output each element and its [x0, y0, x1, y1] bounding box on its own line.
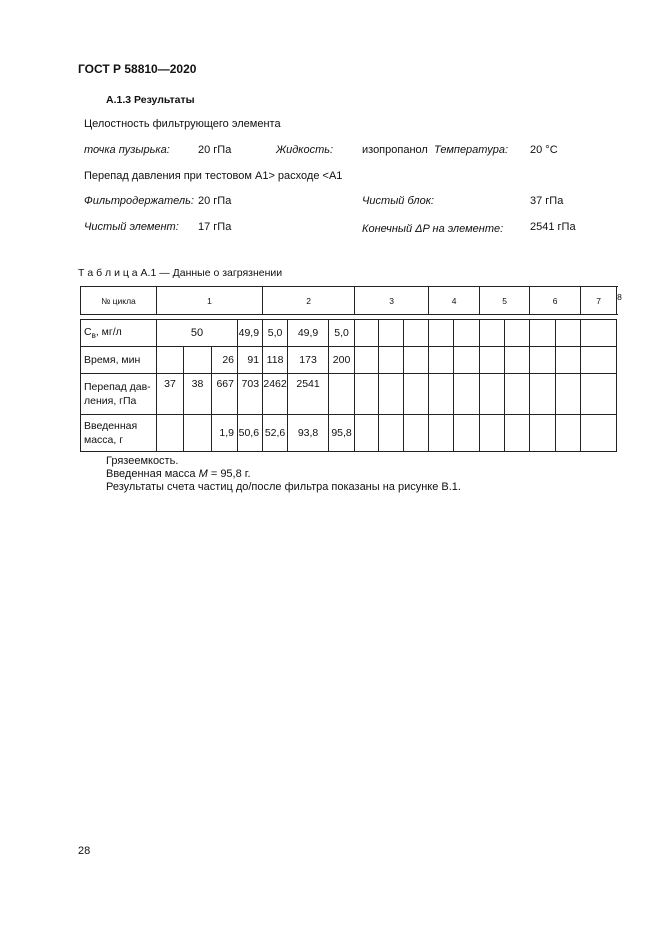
filter-holder-value: 20 гПа [198, 195, 232, 207]
document-header: ГОСТ Р 58810—2020 [78, 62, 197, 76]
row-label-pressure-drop [81, 374, 157, 415]
table-row-mass [81, 415, 617, 452]
header-cycle-2: 2 [263, 287, 355, 315]
header-cycle-1: 1 [157, 287, 263, 315]
mass-label-line1: Введенная [84, 420, 138, 432]
dp-value-1: 37 [157, 374, 184, 415]
pressure-drop-text: Перепад давления при тестовом А1> расходе <А1 [84, 170, 343, 182]
row-label-time: Время, мин [81, 347, 157, 374]
dp-value-4: 703 [238, 374, 263, 415]
note-mass-value: = 95,8 г. [207, 468, 251, 480]
final-dp-value: 2541 гПа [530, 221, 576, 233]
temperature-label: Температура: [434, 144, 509, 156]
row-label-mass [81, 415, 157, 452]
conc-label-rest: , мг/л [95, 325, 122, 338]
mass-value-3: 52,6 [263, 415, 288, 452]
integrity-text: Целостность фильтрующего элемента [84, 118, 281, 130]
table-row-pressure-drop [81, 374, 617, 415]
page-number: 28 [78, 845, 91, 857]
conc-label-main: C [84, 325, 92, 338]
liquid-value: изопропанол [362, 144, 428, 156]
conc-value-3: 5,0 [263, 320, 288, 347]
table-header-row: № цикла 1 2 3 4 5 6 7 8 [81, 287, 617, 315]
table-caption [78, 267, 282, 279]
mass-value-1: 1,9 [212, 415, 238, 452]
dp-value-3: 667 [212, 374, 238, 415]
bubble-point-label: точка пузырька: [84, 144, 170, 156]
dp-label-line1: Перепад дав- [84, 381, 151, 393]
time-value-2: 91 [238, 347, 263, 374]
clean-block-label: Чистый блок: [362, 195, 434, 207]
note-dirt-capacity: Грязеемкость. [106, 455, 179, 467]
header-cycle-7: 7 [581, 287, 617, 315]
header-cycle-5: 5 [480, 287, 530, 315]
note-injected-mass [106, 468, 251, 480]
table-row-time [81, 347, 617, 374]
conc-value-1: 50 [157, 320, 238, 347]
bubble-point-value: 20 гПа [198, 144, 232, 156]
time-value-3: 118 [263, 347, 288, 374]
mass-value-2: 50,6 [238, 415, 263, 452]
conc-value-4: 49,9 [288, 320, 329, 347]
mass-label-line2: масса, г [84, 434, 124, 446]
note-mass-prefix: Введенная масса [106, 468, 199, 480]
dp-label-line2: ления, гПа [84, 395, 137, 407]
table-caption-text: — Данные о загрязнении [156, 267, 283, 279]
note-particle-count: Результаты счета частиц до/после фильтра показаны на рисунке В.1. [106, 481, 461, 493]
conc-value-5: 5,0 [329, 320, 355, 347]
contamination-table [80, 286, 622, 452]
clean-element-label: Чистый элемент: [84, 221, 179, 233]
time-value-4: 173 [288, 347, 329, 374]
dp-value-2: 38 [184, 374, 212, 415]
row-label-concentration [81, 320, 157, 347]
section-title: А.1.3 Результаты [106, 94, 195, 106]
time-value-1: 26 [212, 347, 238, 374]
table-caption-prefix: Т а б л и ц а А.1 [78, 267, 157, 279]
liquid-label: Жидкость: [276, 144, 334, 156]
mass-value-4: 93,8 [288, 415, 329, 452]
clean-block-value: 37 гПа [530, 195, 564, 207]
clean-element-value: 17 гПа [198, 221, 232, 233]
header-cycle-4: 4 [429, 287, 480, 315]
conc-label-sub: в [91, 331, 96, 341]
temperature-value: 20 °С [530, 144, 558, 156]
header-cycle-3: 3 [355, 287, 429, 315]
header-cycle-6: 6 [530, 287, 581, 315]
conc-value-2: 49,9 [238, 320, 263, 347]
note-mass-var: M [198, 468, 208, 480]
filter-holder-label: Фильтродержатель: [84, 195, 194, 207]
table-row-concentration [81, 320, 617, 347]
dp-value-5: 2462 [263, 374, 288, 415]
mass-value-5: 95,8 [329, 415, 355, 452]
final-dp-label: Конечный ΔP на элементе: [362, 223, 504, 235]
dp-value-6: 2541 [288, 374, 329, 415]
time-value-5: 200 [329, 347, 355, 374]
header-cycle-label: № цикла [81, 287, 157, 315]
